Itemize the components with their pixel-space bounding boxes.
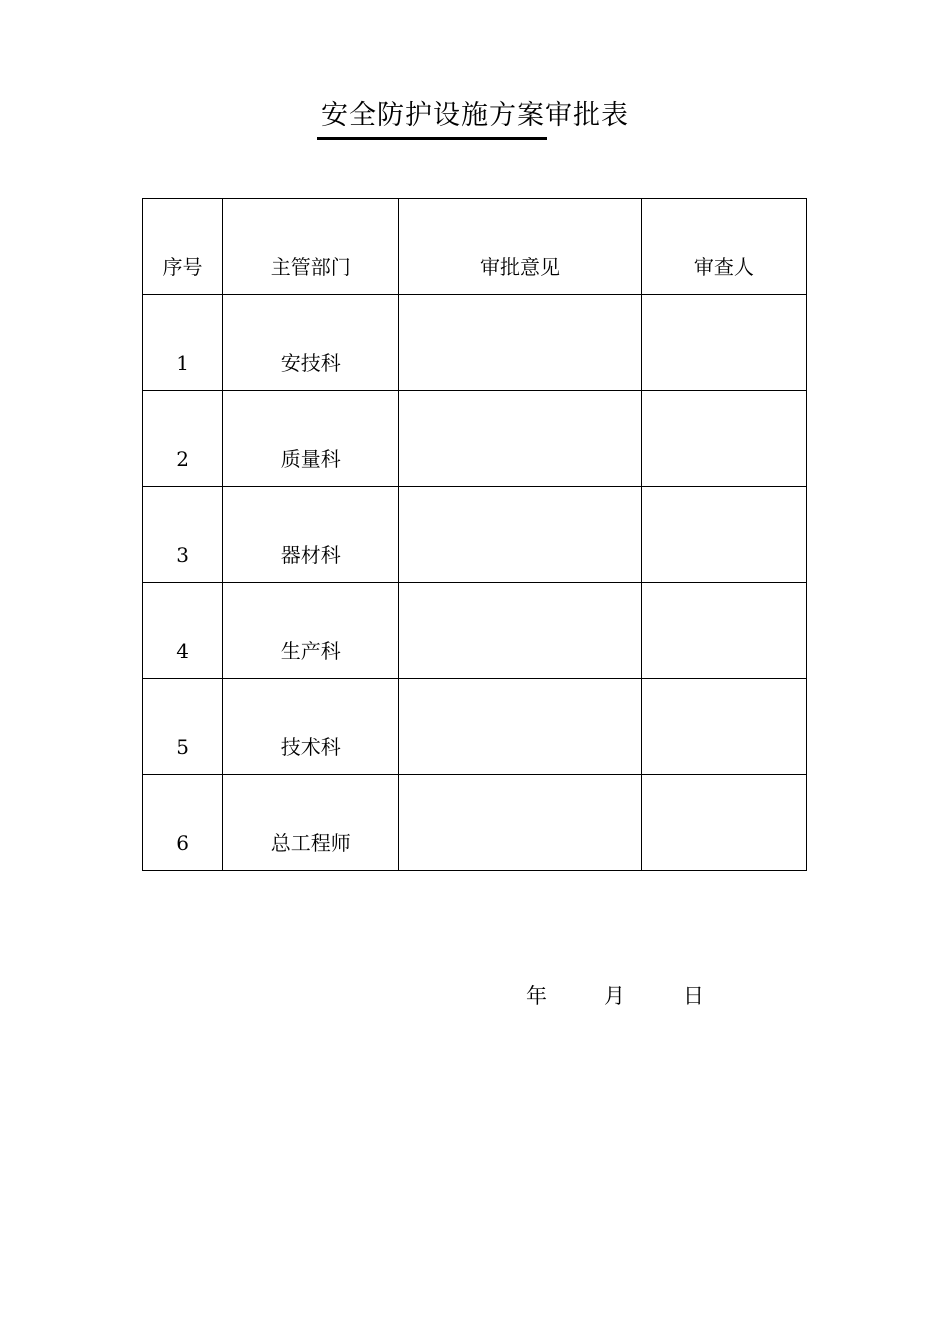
header-opinion — [399, 199, 641, 295]
row-department: 质量科 — [280, 447, 341, 471]
row-number-cell — [143, 679, 223, 775]
row-department: 总工程师 — [270, 831, 351, 855]
row-department: 器材科 — [280, 543, 341, 567]
row-opinion — [399, 758, 640, 774]
date-day-label: 日 — [683, 984, 704, 1008]
row-opinion-cell[interactable] — [399, 775, 641, 871]
table-row — [143, 295, 807, 391]
row-department: 安技科 — [280, 351, 341, 375]
row-reviewer-cell[interactable] — [641, 487, 806, 583]
row-reviewer — [642, 374, 806, 390]
row-number: 6 — [176, 831, 189, 855]
table-row — [143, 775, 807, 871]
row-reviewer — [642, 662, 806, 678]
row-department-cell — [223, 775, 399, 871]
row-department-cell — [223, 391, 399, 487]
row-opinion — [399, 374, 640, 390]
row-opinion — [399, 470, 640, 486]
row-opinion-cell[interactable] — [399, 487, 641, 583]
row-number: 3 — [176, 543, 189, 567]
date-year-label: 年 — [526, 984, 547, 1008]
row-number: 4 — [176, 639, 189, 663]
date-month-label: 月 — [604, 984, 625, 1008]
row-reviewer — [642, 566, 806, 582]
row-department: 技术科 — [280, 735, 341, 759]
header-number — [143, 199, 223, 295]
row-opinion — [399, 854, 640, 870]
header-reviewer-label: 审查人 — [693, 255, 754, 279]
header-opinion-label: 审批意见 — [480, 255, 561, 279]
date-line — [0, 980, 950, 1010]
row-number-cell — [143, 775, 223, 871]
row-number-cell — [143, 487, 223, 583]
row-number-cell — [143, 583, 223, 679]
row-opinion-cell[interactable] — [399, 295, 641, 391]
row-reviewer — [642, 470, 806, 486]
row-opinion — [399, 662, 640, 678]
row-department: 生产科 — [280, 639, 341, 663]
row-reviewer-cell[interactable] — [641, 295, 806, 391]
row-number: 2 — [176, 447, 189, 471]
row-reviewer-cell[interactable] — [641, 583, 806, 679]
row-reviewer-cell[interactable] — [641, 775, 806, 871]
row-reviewer-cell[interactable] — [641, 391, 806, 487]
table-row — [143, 583, 807, 679]
table-header-row — [143, 199, 807, 295]
row-number: 1 — [176, 351, 189, 375]
row-department-cell — [223, 679, 399, 775]
table-row — [143, 487, 807, 583]
table-row — [143, 391, 807, 487]
header-reviewer — [641, 199, 806, 295]
row-reviewer-cell[interactable] — [641, 679, 806, 775]
title-container — [0, 96, 950, 136]
document-title: 安全防护设施方案审批表 — [321, 100, 629, 131]
header-number-label: 序号 — [162, 255, 203, 279]
row-number: 5 — [176, 735, 189, 759]
table-row — [143, 679, 807, 775]
row-reviewer — [642, 854, 806, 870]
row-opinion — [399, 566, 640, 582]
row-number-cell — [143, 295, 223, 391]
title-underline — [317, 137, 547, 140]
row-opinion-cell[interactable] — [399, 391, 641, 487]
row-opinion-cell[interactable] — [399, 583, 641, 679]
row-opinion-cell[interactable] — [399, 679, 641, 775]
row-number-cell — [143, 391, 223, 487]
row-department-cell — [223, 583, 399, 679]
header-department-label: 主管部门 — [270, 255, 351, 279]
header-department — [223, 199, 399, 295]
approval-table — [142, 198, 807, 871]
row-department-cell — [223, 487, 399, 583]
row-reviewer — [642, 758, 806, 774]
row-department-cell — [223, 295, 399, 391]
